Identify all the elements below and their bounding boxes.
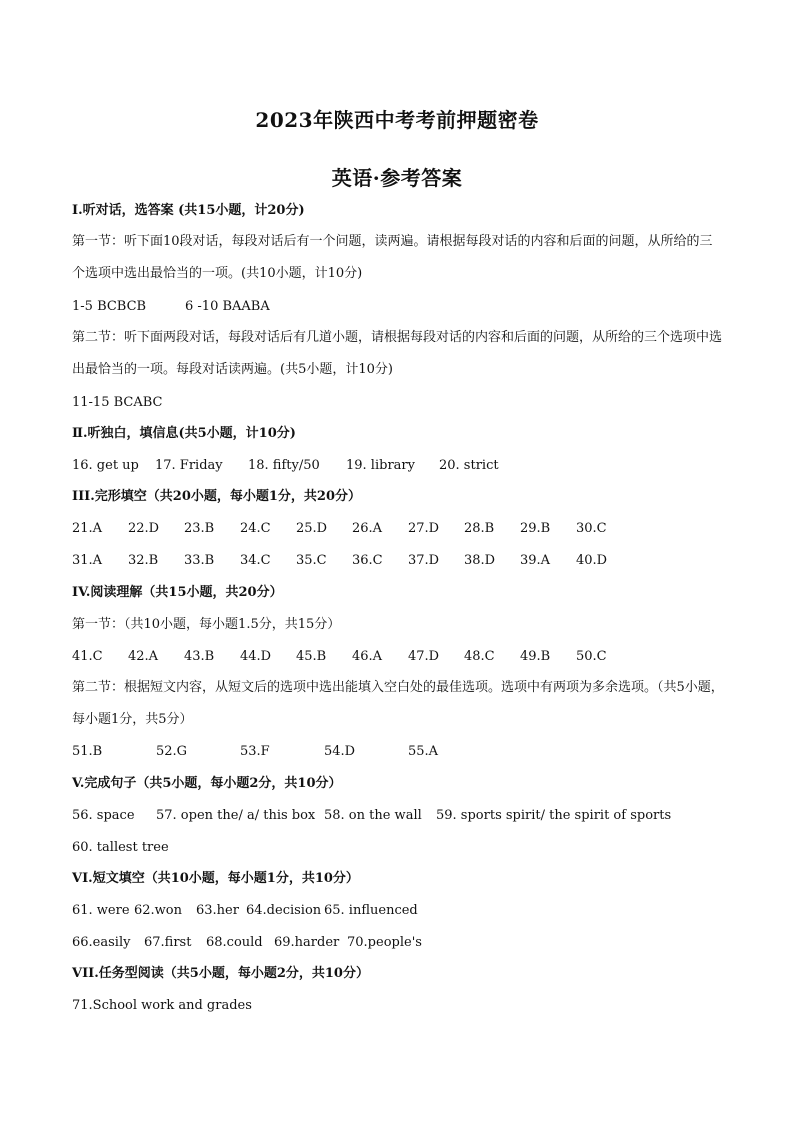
section-1-part-2-answers: 11-15 BCABC bbox=[72, 395, 163, 410]
section-6-answers-row-2 bbox=[72, 934, 724, 952]
answer-44: 44.D bbox=[240, 649, 272, 664]
answers-6-10: 6 -10 BAABA bbox=[185, 299, 270, 314]
section-1-part-1-instructions: 第一节：听下面10段对话，每段对话后有一个问题，读两遍。请根据每段对话的内容和后面的问题，从所给的三个选项中选出最恰当的一项。(共10小题，计10分) bbox=[72, 234, 713, 281]
answer-30: 30.C bbox=[576, 521, 607, 536]
section-7-heading: VII.任务型阅读（共5小题，每小题2分，共10分） bbox=[72, 966, 369, 981]
answer-17: 17. Friday bbox=[155, 458, 223, 473]
section-1-part-1-answers bbox=[72, 298, 724, 316]
section-3-answers-row-2 bbox=[72, 552, 724, 570]
answer-60: 60. tallest tree bbox=[72, 840, 169, 855]
answer-57: 57. open the/ a/ this box bbox=[156, 808, 316, 823]
answer-58: 58. on the wall bbox=[324, 808, 422, 823]
answer-23: 23.B bbox=[184, 521, 215, 536]
answer-46: 46.A bbox=[352, 649, 383, 664]
answer-62: 62.won bbox=[134, 903, 183, 918]
answer-51: 51.B bbox=[72, 744, 103, 759]
answer-31: 31.A bbox=[72, 553, 103, 568]
answer-24: 24.C bbox=[240, 521, 271, 536]
answer-61: 61. were bbox=[72, 903, 130, 918]
answer-22: 22.D bbox=[128, 521, 160, 536]
answers-1-5: 1-5 BCBCB bbox=[72, 299, 147, 314]
answer-69: 69.harder bbox=[274, 935, 340, 950]
answer-36: 36.C bbox=[352, 553, 383, 568]
answer-19: 19. library bbox=[346, 458, 415, 473]
section-1-heading: Ⅰ.听对话，选答案 (共15小题，计20分) bbox=[72, 203, 305, 218]
section-6-answers-row-1 bbox=[72, 902, 724, 920]
document-title: 2023年陕西中考考前押题密卷 bbox=[255, 108, 539, 132]
answer-41: 41.C bbox=[72, 649, 103, 664]
answer-38: 38.D bbox=[464, 553, 496, 568]
answer-26: 26.A bbox=[352, 521, 383, 536]
answer-52: 52.G bbox=[156, 744, 188, 759]
answer-21: 21.A bbox=[72, 521, 103, 536]
answer-16: 16. get up bbox=[72, 458, 139, 473]
answer-20: 20. strict bbox=[439, 458, 499, 473]
answer-40: 40.D bbox=[576, 553, 608, 568]
answer-48: 48.C bbox=[464, 649, 495, 664]
section-4-heading: IV.阅读理解（共15小题，共20分） bbox=[72, 585, 283, 600]
section-4-part-2-instructions: 第二节：根据短文内容，从短文后的选项中选出能填入空白处的最佳选项。选项中有两项为多余选项。（共5小题，每小题1分，共5分） bbox=[72, 680, 724, 727]
document-subtitle: 英语·参考答案 bbox=[331, 166, 463, 190]
answer-25: 25.D bbox=[296, 521, 328, 536]
answer-49: 49.B bbox=[520, 649, 551, 664]
section-3-answers-row-1 bbox=[72, 520, 724, 538]
answer-65: 65. influenced bbox=[324, 903, 418, 918]
answer-71: 71.School work and grades bbox=[72, 998, 252, 1013]
answer-28: 28.B bbox=[464, 521, 495, 536]
answer-27: 27.D bbox=[408, 521, 440, 536]
section-4-answers-row-2 bbox=[72, 743, 724, 761]
section-4-part-1-instructions: 第一节：（共10小题，每小题1.5分，共15分） bbox=[72, 617, 341, 632]
answer-56: 56. space bbox=[72, 808, 135, 823]
answer-66: 66.easily bbox=[72, 935, 131, 950]
answer-68: 68.could bbox=[206, 935, 263, 950]
answer-33: 33.B bbox=[184, 553, 215, 568]
section-6-heading: VI.短文填空（共10小题，每小题1分，共10分） bbox=[72, 871, 359, 886]
answer-34: 34.C bbox=[240, 553, 271, 568]
answer-18: 18. fifty/50 bbox=[248, 458, 320, 473]
answer-70: 70.people's bbox=[347, 935, 422, 950]
answer-59: 59. sports spirit/ the spirit of sports bbox=[436, 808, 672, 823]
answer-29: 29.B bbox=[520, 521, 551, 536]
section-1-part-2-instructions: 第二节：听下面两段对话，每段对话后有几道小题，请根据每段对话的内容和后面的问题，从所给的三个选项中选出最恰当的一项。每段对话读两遍。(共5小题，计10分) bbox=[72, 330, 723, 377]
answer-67: 67.first bbox=[144, 935, 192, 950]
answer-47: 47.D bbox=[408, 649, 440, 664]
answer-37: 37.D bbox=[408, 553, 440, 568]
answer-53: 53.F bbox=[240, 744, 270, 759]
section-2-answers bbox=[72, 457, 724, 475]
answer-32: 32.B bbox=[128, 553, 159, 568]
section-3-heading: III.完形填空（共20小题，每小题1分，共20分） bbox=[72, 489, 361, 504]
answer-63: 63.her bbox=[196, 903, 239, 918]
answer-43: 43.B bbox=[184, 649, 215, 664]
answer-42: 42.A bbox=[128, 649, 159, 664]
answer-50: 50.C bbox=[576, 649, 607, 664]
answer-35: 35.C bbox=[296, 553, 327, 568]
answer-45: 45.B bbox=[296, 649, 327, 664]
section-5-answers-row-1 bbox=[72, 807, 724, 825]
section-4-answers-row-1 bbox=[72, 648, 724, 666]
section-2-heading: Ⅱ.听独白，填信息(共5小题，计10分) bbox=[72, 426, 296, 441]
answer-54: 54.D bbox=[324, 744, 356, 759]
answer-64: 64.decision bbox=[246, 903, 322, 918]
answer-55: 55.A bbox=[408, 744, 439, 759]
answer-39: 39.A bbox=[520, 553, 551, 568]
section-5-heading: V.完成句子（共5小题，每小题2分，共10分） bbox=[72, 776, 342, 791]
